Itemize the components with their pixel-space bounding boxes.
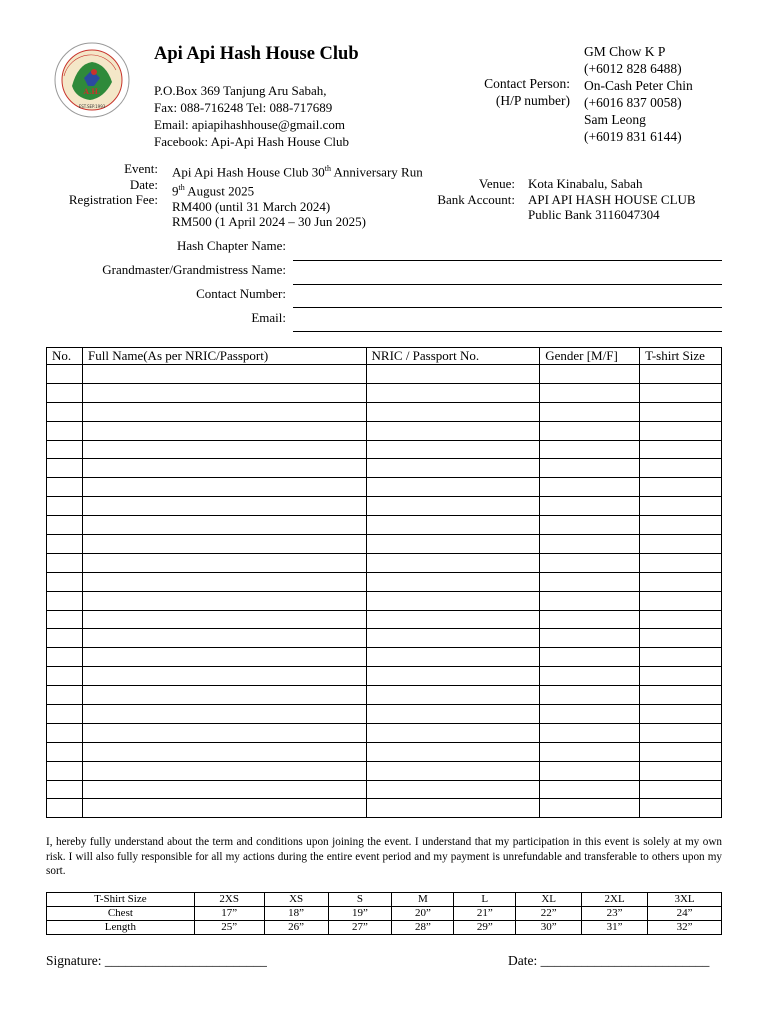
table-cell[interactable] bbox=[640, 402, 722, 421]
table-cell[interactable] bbox=[47, 535, 83, 554]
table-cell[interactable] bbox=[366, 553, 540, 572]
table-row bbox=[47, 459, 722, 478]
table-cell[interactable] bbox=[366, 742, 540, 761]
table-cell[interactable] bbox=[366, 591, 540, 610]
size-cell: 32” bbox=[648, 921, 722, 935]
event-name: Api Api Hash House Club 30th Anniversary Run bbox=[172, 164, 423, 180]
table-cell[interactable] bbox=[540, 459, 640, 478]
table-cell[interactable] bbox=[82, 402, 366, 421]
size-cell: S bbox=[328, 893, 392, 907]
table-row bbox=[47, 421, 722, 440]
table-cell[interactable] bbox=[540, 705, 640, 724]
table-cell[interactable] bbox=[640, 459, 722, 478]
table-cell[interactable] bbox=[47, 516, 83, 535]
size-cell: 24” bbox=[648, 907, 722, 921]
contact-line: Sam Leong bbox=[584, 112, 646, 127]
size-cell: 29” bbox=[454, 921, 516, 935]
size-cell: 28” bbox=[392, 921, 454, 935]
fee-label: Registration Fee: bbox=[68, 192, 158, 207]
table-cell[interactable] bbox=[640, 705, 722, 724]
table-cell[interactable] bbox=[366, 402, 540, 421]
table-cell[interactable] bbox=[366, 799, 540, 818]
registration-table bbox=[46, 347, 722, 818]
table-cell[interactable] bbox=[47, 799, 83, 818]
table-cell[interactable] bbox=[640, 799, 722, 818]
table-row bbox=[47, 705, 722, 724]
size-cell: XL bbox=[516, 893, 582, 907]
size-row-head bbox=[47, 893, 722, 907]
table-row bbox=[47, 497, 722, 516]
club-address bbox=[154, 82, 349, 150]
table-cell[interactable] bbox=[47, 629, 83, 648]
table-cell[interactable] bbox=[47, 591, 83, 610]
table-row bbox=[47, 742, 722, 761]
contact-person-label bbox=[440, 75, 570, 109]
table-cell[interactable] bbox=[640, 572, 722, 591]
table-cell[interactable] bbox=[366, 629, 540, 648]
registration-rows bbox=[47, 365, 722, 818]
logo-est-text: EST.SEP.1993 bbox=[78, 104, 106, 109]
facebook-line: Facebook: Api-Api Hash House Club bbox=[154, 134, 349, 149]
contact-label-line2: (H/P number) bbox=[495, 93, 570, 108]
gm-input[interactable] bbox=[293, 284, 722, 285]
table-cell[interactable] bbox=[82, 440, 366, 459]
contact-number-input[interactable] bbox=[293, 307, 722, 308]
venue-bank-labels bbox=[400, 176, 515, 207]
table-cell[interactable] bbox=[82, 742, 366, 761]
table-cell[interactable] bbox=[82, 535, 366, 554]
table-cell[interactable] bbox=[366, 459, 540, 478]
table-cell[interactable] bbox=[47, 742, 83, 761]
contact-line: (+6012 828 6488) bbox=[584, 61, 682, 76]
bank-name: API API HASH HOUSE CLUB bbox=[528, 191, 696, 207]
table-row bbox=[47, 780, 722, 799]
table-cell[interactable] bbox=[47, 478, 83, 497]
table-cell[interactable] bbox=[82, 459, 366, 478]
table-cell[interactable] bbox=[540, 421, 640, 440]
club-logo bbox=[54, 42, 130, 118]
table-row bbox=[47, 799, 722, 818]
table-row bbox=[47, 516, 722, 535]
contact-line: (+6016 837 0058) bbox=[584, 95, 682, 110]
table-cell[interactable] bbox=[47, 497, 83, 516]
table-cell[interactable] bbox=[47, 572, 83, 591]
table-cell[interactable] bbox=[540, 780, 640, 799]
table-cell[interactable] bbox=[540, 742, 640, 761]
event-date: 9th August 2025 bbox=[172, 182, 255, 199]
table-cell[interactable] bbox=[82, 421, 366, 440]
table-cell[interactable] bbox=[366, 761, 540, 780]
declaration-text: I, hereby fully understand about the term and conditions upon joining the event. I understand that my participation in this event is solely at my own risk. I will also fully responsible for all my actions during the entire event period and my payment is unrefundable and transferable to others upon my sort. bbox=[46, 836, 722, 877]
size-cell: 19” bbox=[328, 907, 392, 921]
table-cell[interactable] bbox=[540, 610, 640, 629]
size-cell: 2XL bbox=[582, 893, 648, 907]
table-cell[interactable] bbox=[47, 780, 83, 799]
table-cell[interactable] bbox=[82, 686, 366, 705]
table-cell[interactable] bbox=[540, 572, 640, 591]
size-cell: 26” bbox=[264, 921, 328, 935]
bank-account: Public Bank 3116047304 bbox=[528, 207, 660, 222]
table-cell[interactable] bbox=[640, 591, 722, 610]
event-labels bbox=[40, 161, 158, 208]
table-cell[interactable] bbox=[640, 629, 722, 648]
chapter-label: Hash Chapter Name: bbox=[176, 238, 286, 253]
size-cell: L bbox=[454, 893, 516, 907]
size-cell: 17” bbox=[194, 907, 264, 921]
table-row bbox=[47, 686, 722, 705]
table-cell[interactable] bbox=[366, 365, 540, 384]
col-gender: Gender [M/F] bbox=[540, 348, 640, 365]
event-label: Event: bbox=[124, 161, 158, 176]
table-cell[interactable] bbox=[540, 553, 640, 572]
table-cell[interactable] bbox=[47, 667, 83, 686]
fax-tel-line: Fax: 088-716248 Tel: 088-717689 bbox=[154, 100, 333, 115]
contact-list bbox=[584, 43, 693, 145]
size-cell: 18” bbox=[264, 907, 328, 921]
table-cell[interactable] bbox=[82, 478, 366, 497]
size-cell: 27” bbox=[328, 921, 392, 935]
table-cell[interactable] bbox=[47, 365, 83, 384]
svg-text:A.H.: A.H. bbox=[83, 87, 101, 96]
size-cell: T-Shirt Size bbox=[47, 893, 195, 907]
table-cell[interactable] bbox=[540, 365, 640, 384]
table-cell[interactable] bbox=[540, 629, 640, 648]
table-cell[interactable] bbox=[82, 591, 366, 610]
table-row bbox=[47, 629, 722, 648]
size-cell: 20” bbox=[392, 907, 454, 921]
table-cell[interactable] bbox=[540, 516, 640, 535]
table-cell[interactable] bbox=[82, 383, 366, 402]
table-row bbox=[47, 610, 722, 629]
table-cell[interactable] bbox=[640, 742, 722, 761]
table-row bbox=[47, 553, 722, 572]
date-label: Date: bbox=[129, 176, 158, 192]
size-row-length bbox=[47, 921, 722, 935]
table-cell[interactable] bbox=[366, 648, 540, 667]
table-cell[interactable] bbox=[640, 383, 722, 402]
table-cell[interactable] bbox=[540, 440, 640, 459]
table-row bbox=[47, 440, 722, 459]
fee-late: RM500 (1 April 2024 – 30 Jun 2025) bbox=[172, 214, 366, 230]
table-cell[interactable] bbox=[366, 610, 540, 629]
table-cell[interactable] bbox=[82, 610, 366, 629]
table-cell[interactable] bbox=[640, 421, 722, 440]
table-cell[interactable] bbox=[640, 535, 722, 554]
col-full-name: Full Name(As per NRIC/Passport) bbox=[82, 348, 366, 365]
size-cell: 23” bbox=[582, 907, 648, 921]
table-cell[interactable] bbox=[47, 648, 83, 667]
table-cell[interactable] bbox=[540, 648, 640, 667]
date-field[interactable]: Date: _________________________ bbox=[508, 953, 710, 968]
table-row bbox=[47, 572, 722, 591]
table-cell[interactable] bbox=[366, 686, 540, 705]
table-cell[interactable] bbox=[366, 667, 540, 686]
venue-value: Kota Kinabalu, Sabah bbox=[528, 176, 643, 191]
email-label: Email: bbox=[251, 310, 286, 325]
table-cell[interactable] bbox=[47, 459, 83, 478]
table-cell[interactable] bbox=[540, 383, 640, 402]
table-cell[interactable] bbox=[47, 421, 83, 440]
table-cell[interactable] bbox=[640, 478, 722, 497]
table-cell[interactable] bbox=[540, 535, 640, 554]
size-cell: 25” bbox=[194, 921, 264, 935]
col-tshirt: T-shirt Size bbox=[640, 348, 722, 365]
table-cell[interactable] bbox=[540, 478, 640, 497]
table-cell[interactable] bbox=[366, 705, 540, 724]
table-cell[interactable] bbox=[640, 497, 722, 516]
contact-line: GM Chow K P bbox=[584, 44, 666, 59]
table-cell[interactable] bbox=[82, 723, 366, 742]
size-cell: 21” bbox=[454, 907, 516, 921]
table-cell[interactable] bbox=[640, 516, 722, 535]
table-row bbox=[47, 535, 722, 554]
table-cell[interactable] bbox=[640, 553, 722, 572]
table-cell[interactable] bbox=[47, 723, 83, 742]
table-cell[interactable] bbox=[640, 440, 722, 459]
table-cell[interactable] bbox=[82, 516, 366, 535]
fee-early: RM400 (until 31 March 2024) bbox=[172, 198, 331, 214]
table-cell[interactable] bbox=[82, 648, 366, 667]
table-cell[interactable] bbox=[47, 440, 83, 459]
table-cell[interactable] bbox=[540, 402, 640, 421]
table-cell[interactable] bbox=[47, 383, 83, 402]
table-cell[interactable] bbox=[82, 705, 366, 724]
table-cell[interactable] bbox=[540, 591, 640, 610]
size-cell: XS bbox=[264, 893, 328, 907]
contact-line: On-Cash Peter Chin bbox=[584, 78, 693, 93]
table-cell[interactable] bbox=[640, 723, 722, 742]
size-row-chest bbox=[47, 907, 722, 921]
table-row bbox=[47, 667, 722, 686]
contact-number-label: Contact Number: bbox=[196, 286, 286, 301]
table-row bbox=[47, 761, 722, 780]
table-cell[interactable] bbox=[82, 667, 366, 686]
table-cell[interactable] bbox=[366, 780, 540, 799]
size-cell: 30” bbox=[516, 921, 582, 935]
table-cell[interactable] bbox=[540, 761, 640, 780]
table-cell[interactable] bbox=[366, 516, 540, 535]
table-cell[interactable] bbox=[82, 553, 366, 572]
size-cell: 3XL bbox=[648, 893, 722, 907]
table-cell[interactable] bbox=[640, 365, 722, 384]
table-cell[interactable] bbox=[540, 667, 640, 686]
table-cell[interactable] bbox=[47, 686, 83, 705]
table-cell[interactable] bbox=[82, 761, 366, 780]
table-cell[interactable] bbox=[540, 723, 640, 742]
table-cell[interactable] bbox=[82, 629, 366, 648]
table-row bbox=[47, 723, 722, 742]
size-cell: M bbox=[392, 893, 454, 907]
table-cell[interactable] bbox=[47, 761, 83, 780]
table-row bbox=[47, 648, 722, 667]
table-cell[interactable] bbox=[366, 421, 540, 440]
address-line: P.O.Box 369 Tanjung Aru Sabah, bbox=[154, 83, 327, 98]
size-cell: 2XS bbox=[194, 893, 264, 907]
table-cell[interactable] bbox=[640, 610, 722, 629]
table-cell[interactable] bbox=[366, 440, 540, 459]
size-cell: Chest bbox=[47, 907, 195, 921]
table-cell[interactable] bbox=[640, 686, 722, 705]
table-row bbox=[47, 383, 722, 402]
venue-label: Venue: bbox=[478, 176, 515, 191]
table-cell[interactable] bbox=[640, 780, 722, 799]
table-cell[interactable] bbox=[366, 478, 540, 497]
table-cell[interactable] bbox=[82, 572, 366, 591]
table-cell[interactable] bbox=[82, 780, 366, 799]
table-cell[interactable] bbox=[640, 648, 722, 667]
event-values bbox=[172, 161, 423, 230]
table-cell[interactable] bbox=[47, 610, 83, 629]
chapter-input[interactable] bbox=[293, 260, 722, 261]
table-cell[interactable] bbox=[366, 383, 540, 402]
venue-bank-values bbox=[528, 176, 696, 223]
size-cell: Length bbox=[47, 921, 195, 935]
table-cell[interactable] bbox=[540, 686, 640, 705]
email-input[interactable] bbox=[293, 331, 722, 332]
table-row bbox=[47, 402, 722, 421]
table-cell[interactable] bbox=[640, 667, 722, 686]
col-no: No. bbox=[47, 348, 83, 365]
table-cell[interactable] bbox=[366, 535, 540, 554]
table-cell[interactable] bbox=[82, 365, 366, 384]
table-cell[interactable] bbox=[640, 761, 722, 780]
bank-label: Bank Account: bbox=[437, 191, 515, 207]
col-nric: NRIC / Passport No. bbox=[366, 348, 540, 365]
table-cell[interactable] bbox=[47, 705, 83, 724]
gm-label: Grandmaster/Grandmistress Name: bbox=[102, 262, 286, 277]
table-header-row bbox=[47, 348, 722, 365]
table-cell[interactable] bbox=[366, 497, 540, 516]
table-row bbox=[47, 478, 722, 497]
table-cell[interactable] bbox=[82, 497, 366, 516]
contact-line: (+6019 831 6144) bbox=[584, 129, 682, 144]
table-cell[interactable] bbox=[540, 799, 640, 818]
signature-field[interactable]: Signature: ________________________ bbox=[46, 953, 267, 968]
table-cell[interactable] bbox=[540, 497, 640, 516]
contact-label-line1: Contact Person: bbox=[484, 76, 570, 91]
email-line: Email: apiapihashhouse@gmail.com bbox=[154, 117, 346, 132]
club-title: Api Api Hash House Club bbox=[154, 44, 359, 64]
table-cell[interactable] bbox=[366, 572, 540, 591]
table-cell[interactable] bbox=[82, 799, 366, 818]
table-row bbox=[47, 365, 722, 384]
table-cell[interactable] bbox=[47, 402, 83, 421]
table-row bbox=[47, 591, 722, 610]
size-cell: 31” bbox=[582, 921, 648, 935]
table-cell[interactable] bbox=[47, 553, 83, 572]
size-cell: 22” bbox=[516, 907, 582, 921]
table-cell[interactable] bbox=[366, 723, 540, 742]
size-chart bbox=[46, 892, 722, 935]
